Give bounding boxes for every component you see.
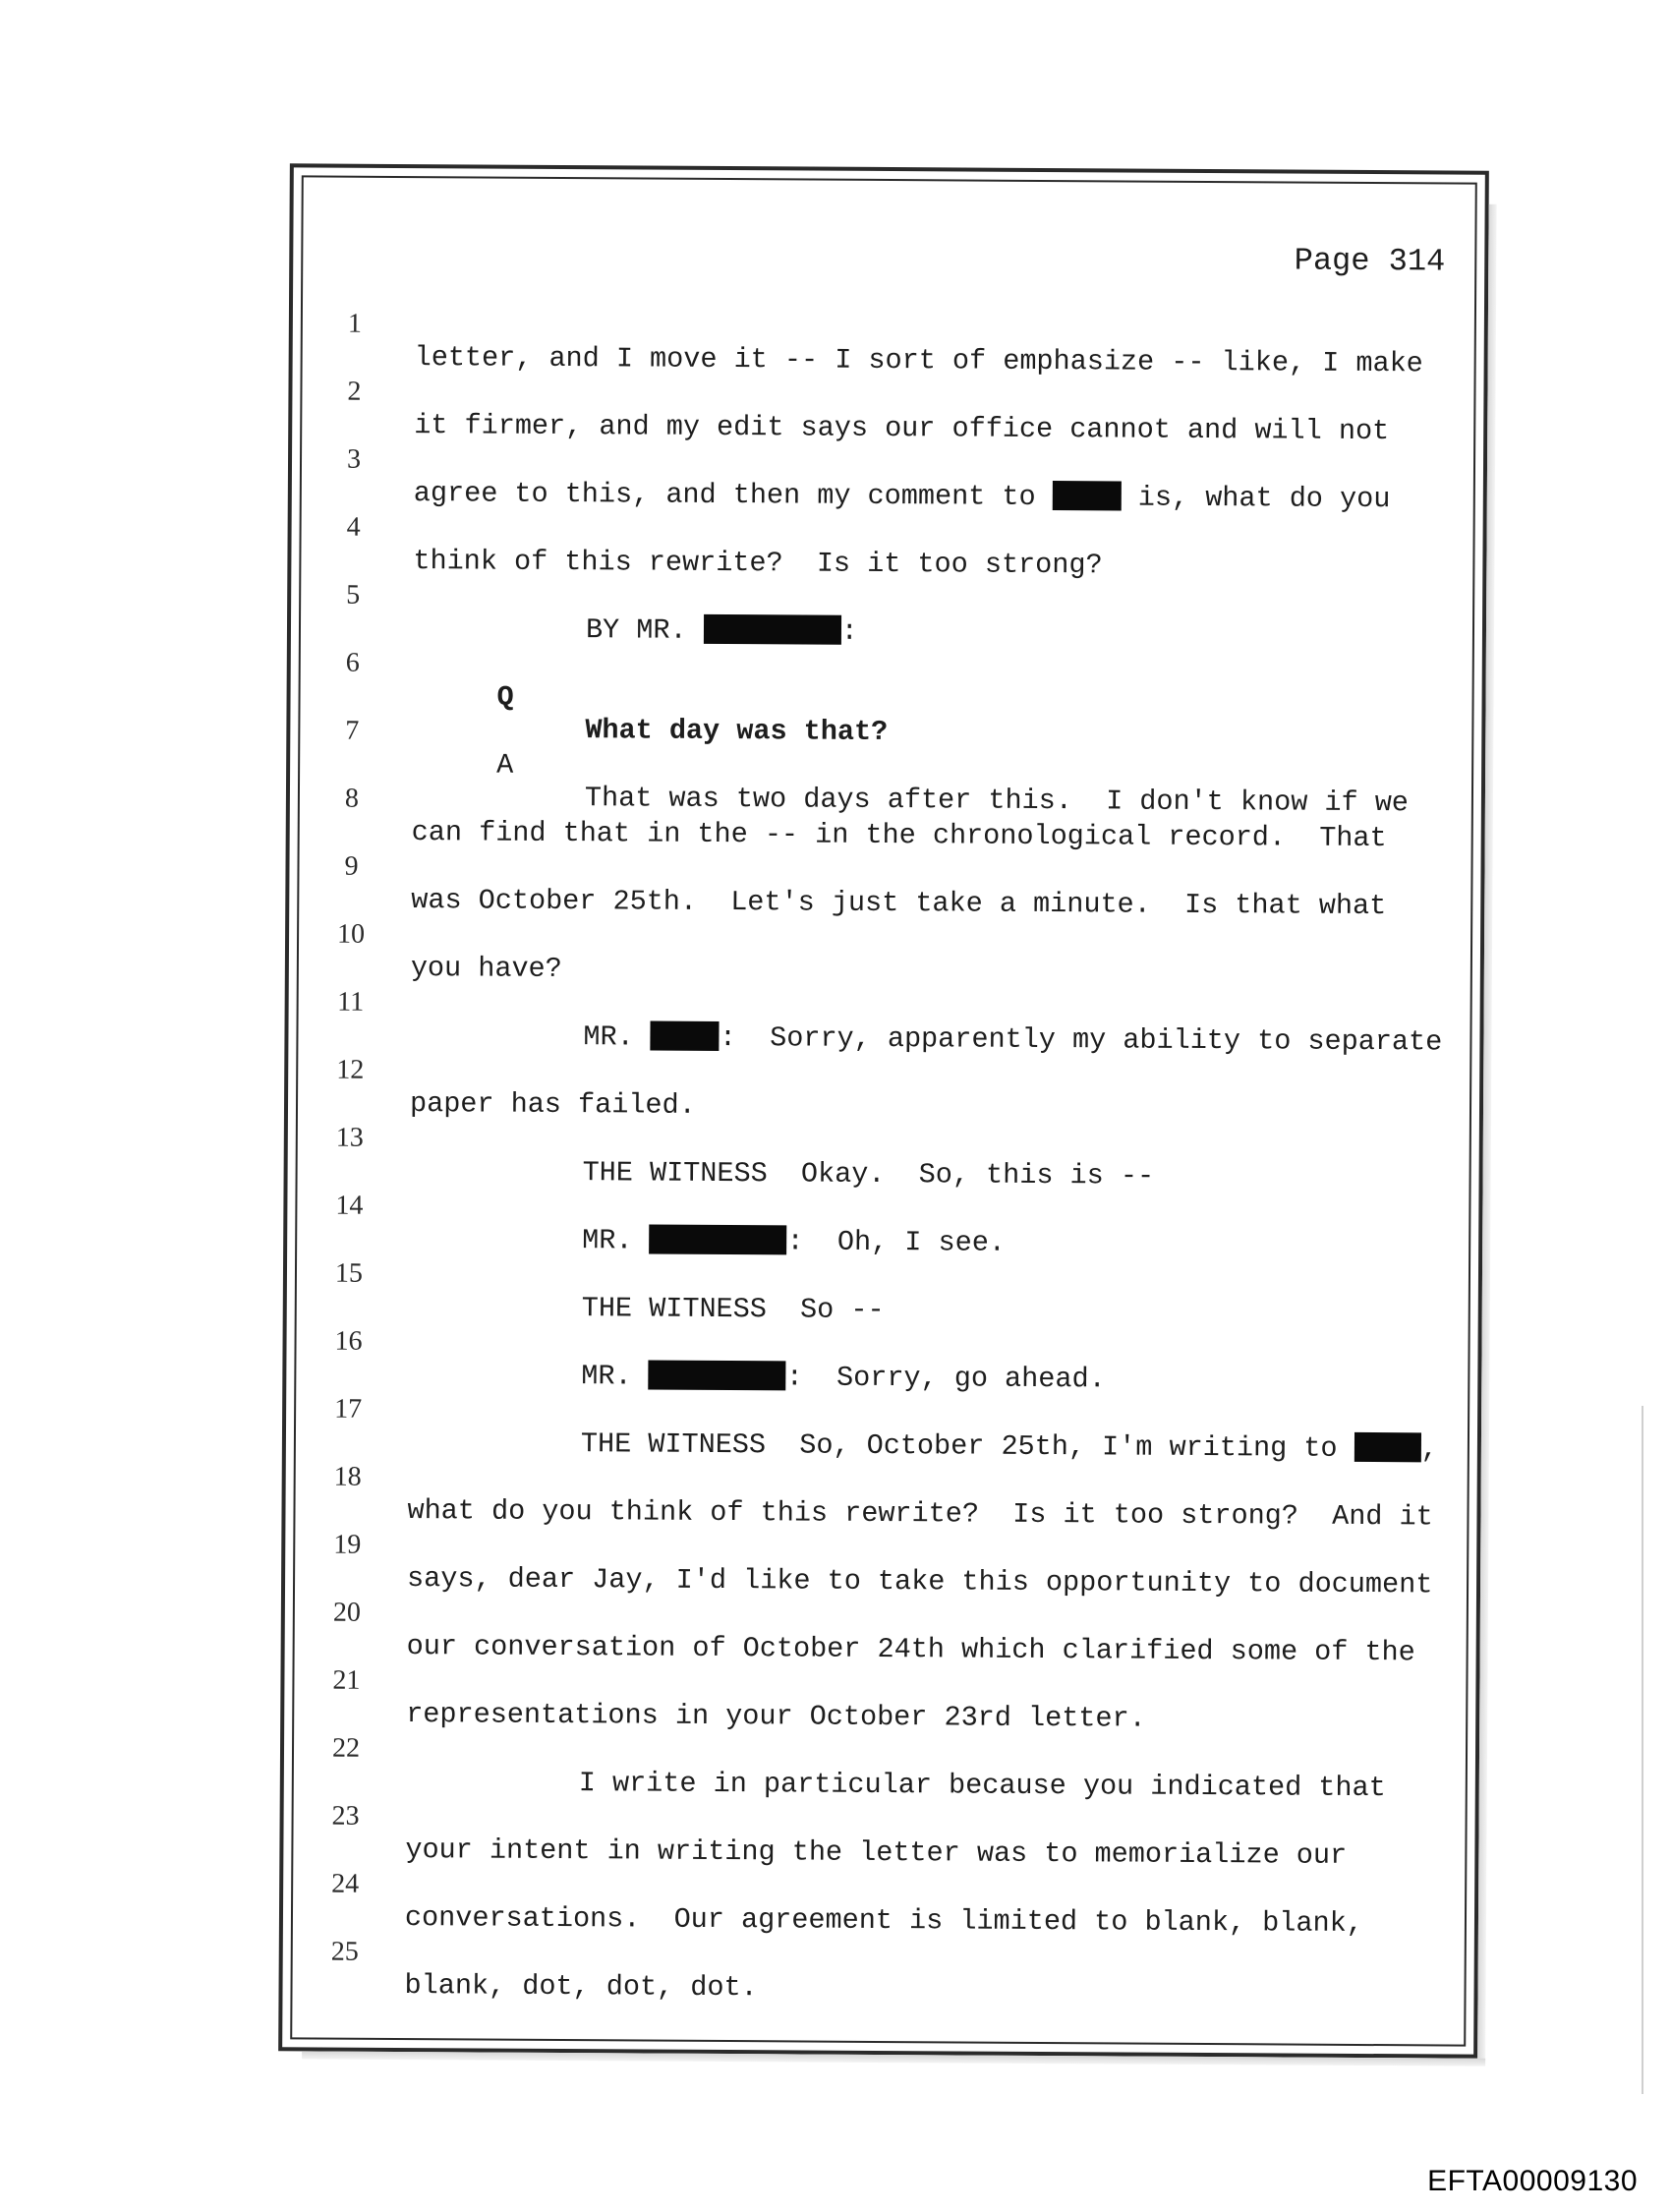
answer-text: That was two days after this. I don't know if we <box>584 782 1410 820</box>
line-number: 5 <box>346 579 361 611</box>
line-number: 13 <box>335 1122 364 1153</box>
line-text: letter, and I move it -- I sort of emphasize -- like, I make <box>414 341 1423 380</box>
line-text-segment: BY MR. <box>585 613 704 647</box>
transcript-line <box>294 1700 1466 1805</box>
transcript-line <box>293 1835 1465 1940</box>
bates-number: EFTA00009130 <box>1427 2165 1638 2197</box>
transcript-line <box>295 1496 1467 1601</box>
line-text-segment: MR. <box>581 1360 649 1393</box>
transcript-line <box>299 886 1470 985</box>
frame-shadow <box>302 2051 1485 2066</box>
transcript-line <box>302 411 1473 516</box>
transcript-page-inner-border <box>290 175 1477 2046</box>
transcript-line <box>299 954 1470 1059</box>
transcript-page-frame <box>278 163 1489 2058</box>
line-number: 14 <box>335 1190 364 1221</box>
line-text: I write in particular because you indicated that <box>578 1767 1386 1805</box>
line-text: blank, dot, dot, dot. <box>404 1969 758 2005</box>
line-text-segment: MR. <box>583 1020 651 1054</box>
page-number: Page 314 <box>1294 242 1446 280</box>
answer-marker: A <box>496 748 514 782</box>
transcript-line <box>298 1021 1469 1122</box>
line-number: 11 <box>337 986 365 1018</box>
question-marker: Q <box>496 680 514 714</box>
line-text: our conversation of October 24th which clarified some of the <box>406 1630 1415 1669</box>
line-text: conversations. Our agreement is limited to blank, blank, <box>404 1901 1363 1940</box>
transcript-line <box>298 1089 1469 1193</box>
transcript-line <box>302 479 1473 582</box>
line-number: 18 <box>333 1461 362 1492</box>
line-number: 17 <box>334 1393 363 1425</box>
line-text: what do you think of this rewrite? Is it too strong? And it <box>407 1494 1433 1534</box>
scan-edge-line <box>1642 1406 1643 2094</box>
transcript-line <box>294 1768 1466 1872</box>
line-number: 16 <box>334 1325 363 1357</box>
line-number: 4 <box>346 511 361 543</box>
line-number: 1 <box>347 308 362 339</box>
transcript-line <box>299 818 1470 923</box>
transcript-line <box>297 1157 1469 1259</box>
line-number: 6 <box>345 647 360 678</box>
line-text: was October 25th. Let's just take a minute. Is that what <box>411 884 1387 923</box>
line-text: your intent in writing the letter was to memorialize our <box>405 1834 1348 1872</box>
line-number: 25 <box>330 1936 359 1967</box>
question-text: What day was that? <box>585 714 889 749</box>
line-number: 2 <box>347 376 362 407</box>
line-text: representations in your October 23rd letter. <box>406 1698 1146 1735</box>
line-text: THE WITNESS Okay. So, this is -- <box>582 1156 1155 1193</box>
line-number: 10 <box>336 918 366 950</box>
line-text-segment: agree to this, and then my comment to <box>413 477 1053 514</box>
transcript-line <box>301 614 1472 749</box>
transcript-line <box>297 1225 1469 1327</box>
transcript-line <box>294 1632 1466 1735</box>
transcript-line <box>296 1361 1468 1466</box>
transcript-line <box>300 682 1471 820</box>
transcript-line <box>295 1564 1467 1669</box>
line-text-segment: is, what do you <box>1121 481 1391 516</box>
line-number: 9 <box>344 850 359 882</box>
line-text: THE WITNESS So -- <box>581 1292 885 1327</box>
line-text: you have? <box>410 952 562 985</box>
line-text-segment: , <box>1420 1432 1438 1466</box>
line-number: 24 <box>331 1868 360 1899</box>
line-text-segment: : <box>840 614 858 648</box>
line-number: 7 <box>345 715 360 746</box>
line-text-segment: : Sorry, go ahead. <box>785 1361 1106 1396</box>
frame-shadow <box>1477 204 1497 2065</box>
line-text-segment: : Sorry, apparently my ability to separate <box>719 1020 1443 1059</box>
line-number: 20 <box>332 1597 361 1628</box>
line-number: 12 <box>336 1054 365 1085</box>
line-text: says, dear Jay, I'd like to take this opportunity to document <box>406 1562 1433 1601</box>
transcript-line <box>293 1903 1465 2005</box>
line-text-segment: THE WITNESS So, October 25th, I'm writing to <box>580 1427 1354 1465</box>
line-number: 8 <box>344 783 360 814</box>
line-number: 21 <box>332 1664 361 1696</box>
line-number: 3 <box>346 443 362 475</box>
line-text: can find that in the -- in the chronological record. That <box>411 816 1387 855</box>
transcript-line <box>302 343 1473 448</box>
line-number: 22 <box>331 1732 361 1764</box>
line-number: 19 <box>333 1529 362 1560</box>
line-number: 23 <box>331 1800 360 1832</box>
transcript-line <box>301 547 1472 648</box>
line-number: 15 <box>334 1257 364 1289</box>
line-text-segment: MR. <box>582 1224 650 1257</box>
transcript-line <box>296 1293 1468 1396</box>
transcript-line <box>300 750 1471 855</box>
line-text: think of this rewrite? Is it too strong? <box>413 545 1103 582</box>
line-text: paper has failed. <box>409 1087 696 1122</box>
transcript-line <box>296 1428 1468 1534</box>
line-text-segment: : Oh, I see. <box>786 1225 1007 1259</box>
line-text: it firmer, and my edit says our office cannot and will not <box>414 409 1390 448</box>
transcript-line <box>303 275 1474 380</box>
